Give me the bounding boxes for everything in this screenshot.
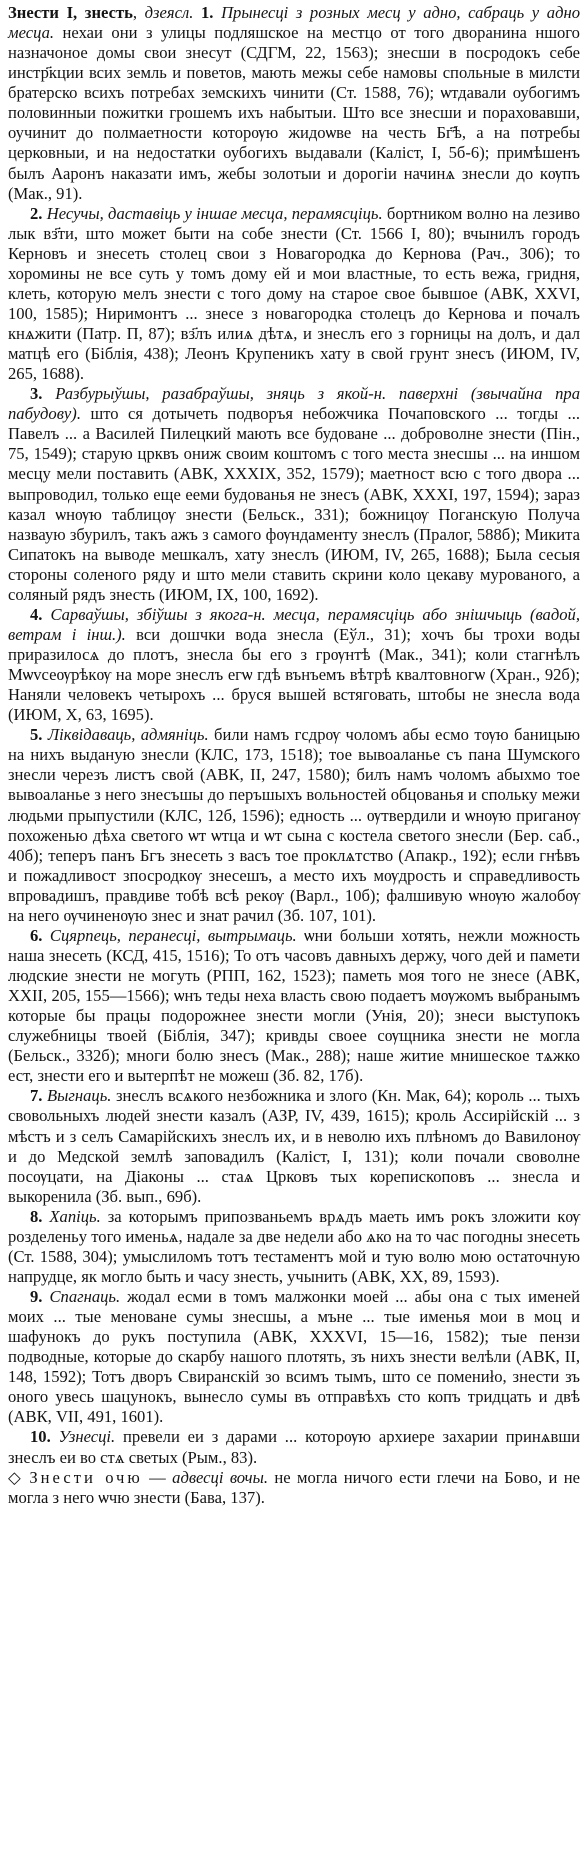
sense-citations: знеслъ всѧкого незбожника и злого (Кн. Мак, 64); король ... тыхъ свовольныхъ людей знести казалъ (АЗР, IV, 439, 1615); кроль Ассирійскій ... з мѣстъ и з селъ Самарійскихъ знеслъ их, и в неволю ихъ плѣномъ до Вавилонѹ и до Медской землѣ заповадилъ (Каліст, I, 131); коли почали своволне посѹцати, на Діаконы ... стаѧ Црковъ тых корепископовъ ... знесла и выкоренила (Зб. вып., 69б). (8, 1086, 580, 1206)
sense-citations: што ся дотычеть подворъя небожчика Почаповского ... тогды ... Павелъ ... а Василей Пилецкий мають все будоване ... доброволне знести (Пін., 75, 1549); старую црквъ ониж своим коштомъ с того места знесшы ... на иншом месцу мели поставить (АВК, XXXIX, 352, 1579); маетност всю с того двора ... выпроводил, только еще ееми будованья не знесъ (АВК, XXXI, 197, 1594); зараз казал ѡнѹю таблицѹ знести (Бельск., 331); божницѹ Поганскую Получа назваую збурилъ, такъ ажъ з самого фѹндаменту знеслъ (Пралог, 588б); Микита Сипатокъ на выводе мешкалъ, хату знеслъ (ИЮМ, IV, 265, 1688); Была сесыя стороны соленого ряду и што мели ставить скрини коло цекаву мурованого, а соляный рядъ знесть (ИЮМ, IX, 100, 1692). (8, 404, 580, 604)
sense-citations: вси дошчки вода знесла (Еўл., 31); хочъ бы трохи воды приразилосѧ до плотъ, знесла бы его з грѹнтѣ (Мак., 341); коли стагнѣлъ Мѡvсеѹрѣкѹ на море знеслъ егѡ гдѣ вънъемъ вѣтрѣ квалтовногѡ (Хран., 92б); Наняли человекъ четырохъ ... бруся вышей встяговать, штобы не знесла вода (ИЮМ, X, 63, 1695). (8, 624, 580, 725)
phrase-citations: не могла ничого ести глечи на Бово, и не могла з него ѡчю знести (Бава, 137). (8, 1467, 581, 1507)
sense-citations: жодал есми в томъ малжонки моей ... абы она с тых именей моих ... тые меноване сумы знесшы, а мъне ... тые именья мои в моц и шафунокъ до рукъ поступила (АВК, XXXVI, 15—16, 1582); тые пензи подводные, которые до скарбу нашого плотять, зъ нихъ знести велѣли (АВК, II, 148, 1592); Тотъ дворъ Свиранскій зо всимъ тымъ, што се помениło, знести зъ оного увесь шацунокъ, вынесло сумы въ отправѣхъ сто копъ тридцать и двѣ (АВК, VII, 491, 1601). (8, 1287, 581, 1427)
entry-sense-4 (8, 605, 580, 725)
phrase-gloss: адвесці вочы. (172, 1467, 268, 1487)
sense-number: 2. (30, 203, 43, 223)
entry-sense-2 (8, 204, 580, 385)
entry-sense-7 (8, 1086, 580, 1206)
sense-number: 6. (30, 925, 43, 945)
phrase-marker: ◇ (8, 1467, 23, 1487)
sense-gloss: Прынесці з розных месц у адно, сабраць у адно месца. (8, 3, 581, 43)
sense-number: 7. (30, 1086, 43, 1106)
sense-number: 3. (30, 384, 43, 404)
sense-citations: за которымъ припозваньемъ врѧдъ маеть имъ рокъ зложити кѹ розделеньу того именьѧ, надале за две недели або ѧко на то час погодны знесеть (Ст. 1588, 304); умыслиломъ тотъ тестаментъ мой и тую волю мою остаточную напрудце, як могло быть и часу знесть, учынить (АВК, XX, 89, 1593). (8, 1206, 580, 1286)
sense-number: 10. (30, 1427, 51, 1447)
phrase-headword: Знести очю (29, 1467, 143, 1487)
entry-sense-10: 10. Узнесці. превели еи з дарами ... которѹю архиере захарии принѧвши знеслъ еи во стѧ светых (Рым., 83). ◇ Знести очю — адвесці вочы. не могла ничого ести глечи на Бово, и не могла з него ѡчю знести (Бава, 137). (8, 1427, 581, 1507)
entry-sense-9 (8, 1287, 580, 1427)
sense-citations: нехаи они з улицы подляшское на местцо от того дворанина ншого назначоное домы свои знесут (СДГМ, 22, 1563); знесши в посродокъ себе инстр҃кции всих земль и поветов, мають межы себе намовы спольные в милсти братерско всихъ потребах земскихъ чинити (Ст. 1588, 76); ѡтдавали оубогимъ половинныи пожитки грошемъ ихъ набытыи. Што все знесши и пораховавши, оучинит до полмаетности которѹю жидоѡве на честь Бг҃ѣ, а на потребы церковныи, и на недостатки оубогихъ выдавали (Каліст, I, 5б-6); примѣшенъ былъ Ааронъ наказати имъ, жебы золотыи и дорогіи начинѧ знесли до кѹпъ (Мак., 91). (8, 23, 580, 203)
headword: Знести I, знесть (8, 3, 133, 22)
sense-gloss: Узнесці. (58, 1427, 116, 1447)
part-of-speech: дзеясл. (144, 3, 194, 22)
sense-gloss: Несучы, даставіць у іншае месца, перамясціць. (46, 203, 383, 223)
sense-number: 4. (30, 604, 43, 624)
sense-citations: ѡни больши хотять, нежли можность наша знесеть (КСД, 415, 1516); То отъ часовъ давныхъ держу, чого дей и памети людские знести не могуть (РПП, 162, 1523); паметь моя того не знесе (АВК, XXII, 205, 155—1566); ѡнъ теды неха власть свою подаетъ мѹжомъ выбранымъ которые бы працы подорожнее знести могли (Унія, 20); знеси выступокъ служебницы твоей (Біблія, 347); кривды своее сѹщника знести не могла (Бельск., 332б); многи болю знесъ (Мак., 288); наше житие мнишеское тѧжко ест, знести его и вытерпѣт не можеш (Зб. 82, 17б). (8, 925, 581, 1086)
sense-gloss: Сцярпець, перанесці, вытрымаць. (49, 925, 297, 945)
sense-citations: бортником волно на лезиво лык вз҃ти, што может быти на собе знести (Ст. 1566 I, 80); вчынилъ городъ Керновъ и знесеть столец свои з Новагородка до Кернова (Рач., 306); то хоромины не все суть у томъ дому ей и мои властные, то есть вежа, гридня, клеть, которую мелъ знести с того дому на старое свое бывшое (АВК, XXVI, 100, 1585); Ниримонтъ ... знесе з новагородка столецъ до Кернова и почалъ кнѧжити (Патр. П, 87); вз҃лъ илиѧ дѣтѧ, и знеслъ его з горницы на долъ, и дал матцѣ его (Біблія, 438); Леонъ Крупеникъ хату в свой грунт знесъ (ИЮМ, IV, 265, 1688). (8, 203, 581, 384)
sense-number: 9. (30, 1287, 43, 1306)
entry-sense-8 (8, 1207, 580, 1287)
sense-number: 8. (30, 1206, 43, 1226)
sense-gloss: Ліквідаваць, адмяніць. (47, 725, 209, 745)
entry-sense-3 (8, 384, 580, 605)
sense-gloss: Спагнаць. (49, 1287, 121, 1306)
sense-gloss: Хапіць. (49, 1206, 101, 1226)
sense-citations: били намъ гсдрѹ чоломъ абы есмо тѹю баницыю на нихъ выданую знесли (КЛС, 173, 1518); тое вывоаланье съ пана Шумского знесли черезъ листъ свой (АВК, II, 247, 1580); билъ намъ чоломъ абыхмо тое вывоаланье з него знесъшы до перъшыхъ вольностей обцованья и спольку межи людьми прыпустили (КЛС, 12б, 1596); едность ... ѹтвердили и ѡнѹю приганѹ похоженью дѣха светого ѡт ѡтца и ѡт сына с костела светого знесли (Бер. саб., 40б); теперъ панъ Бгъ знесеть з васъ тое проклѧтство (Апакр., 192); если гнѣвъ и пожадливост зпосродкѹ знесешъ, а место ихъ мѹдрость и справедливость впровадишъ, правдиве тобѣ всѣ рекѹ (Варл., 10б); фалшивую ѡнѹю жалобѹ на него ѹчиненѹю знес и знат рачил (Зб. 107, 101). (8, 725, 580, 925)
entry-sense-1: Знести I, знесть, дзеясл. 1. Прынесці з розных месц у адно, сабраць у адно месца. нехаи они з улицы подляшское на местцо от того дворанина ншого назначоное домы свои знесут (СДГМ, 22, 1563); знесши в посродокъ себе инстр҃кции всих земль и поветов, мають межы себе намовы спольные в милсти братерско всихъ потребах земскихъ чинити (Ст. 1588, 76); ѡтдавали оубогимъ половинныи пожитки грошемъ ихъ набытыи. Што все знесши и пораховавши, оучинит до полмаетности которѹю жидоѡве на честь Бг҃ѣ, а на потребы церковныи, и на недостатки оубогихъ выдавали (Каліст, I, 5б-6); примѣшенъ былъ Ааронъ наказати имъ, жебы золотыи и дорогіи начинѧ знесли до кѹпъ (Мак., 91). (8, 3, 581, 203)
sense-number: 5. (30, 725, 43, 745)
sense-gloss: Сарваўшы, збіўшы з якога-н. месца, перамясціць або знішчыць (вадой, ветрам і інш.). (8, 604, 580, 644)
sense-gloss: Разбурыўшы, разабраўшы, зняць з якой-н. паверхні (звычайна пра пабудову). (8, 384, 580, 424)
sense-gloss: Выгнаць. (47, 1086, 112, 1106)
sense-number: 1. (200, 3, 214, 22)
entry-sense-5 (8, 725, 580, 926)
sense-citations: превели еи з дарами ... которѹю архиере захарии принѧвши знеслъ еи во стѧ светых (Рым., 83). (8, 1427, 580, 1467)
entry-sense-6 (8, 926, 580, 1087)
